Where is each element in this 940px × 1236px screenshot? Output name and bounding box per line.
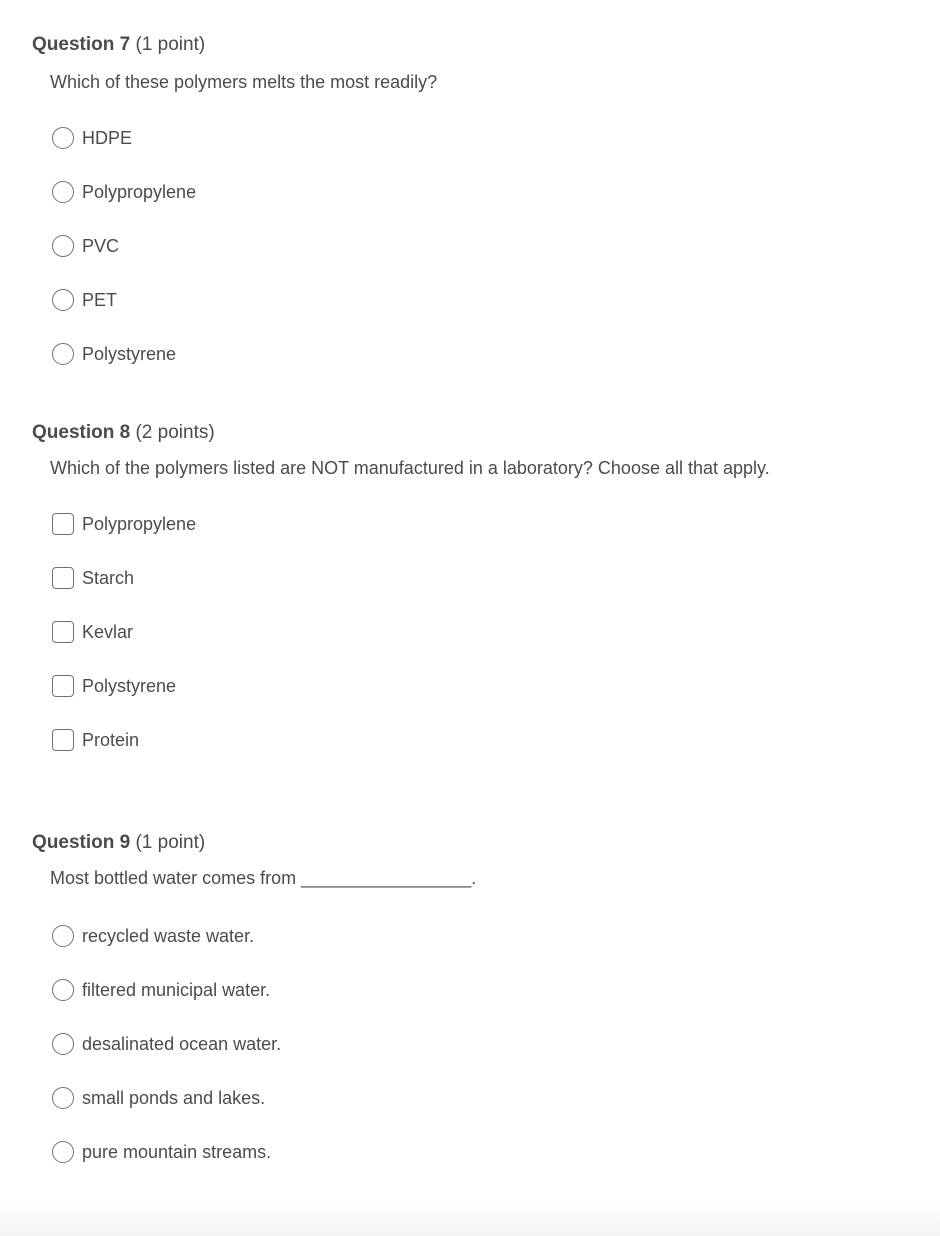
- question-header: [32, 421, 812, 445]
- bottom-edge-shadow: [0, 1196, 940, 1236]
- checkbox[interactable]: [52, 675, 74, 697]
- answer-option[interactable]: [52, 327, 812, 381]
- answer-option[interactable]: [52, 219, 812, 273]
- radio-button[interactable]: [52, 181, 74, 203]
- answer-options: [52, 111, 812, 381]
- radio-button[interactable]: [52, 925, 74, 947]
- question-header: [32, 831, 812, 855]
- option-label: Polystyrene: [82, 675, 177, 696]
- answer-option[interactable]: [52, 659, 812, 713]
- answer-option[interactable]: [52, 963, 812, 1017]
- radio-button[interactable]: [52, 127, 74, 149]
- radio-button[interactable]: [52, 235, 74, 257]
- option-label: filtered municipal water.: [82, 979, 271, 1000]
- option-label: PVC: [82, 235, 120, 256]
- answer-option[interactable]: [52, 909, 812, 963]
- checkbox[interactable]: [52, 729, 74, 751]
- option-label: HDPE: [82, 127, 133, 148]
- question-number: Question 8: [32, 422, 131, 443]
- option-label: pure mountain streams.: [82, 1141, 272, 1162]
- option-label: small ponds and lakes.: [82, 1087, 266, 1108]
- answer-options: [52, 497, 812, 767]
- answer-option[interactable]: [52, 111, 812, 165]
- radio-button[interactable]: [52, 1087, 74, 1109]
- radio-button[interactable]: [52, 343, 74, 365]
- answer-option[interactable]: [52, 497, 812, 551]
- answer-option[interactable]: [52, 273, 812, 327]
- radio-button[interactable]: [52, 1033, 74, 1055]
- question-number: Question 9: [32, 832, 131, 853]
- option-label: desalinated ocean water.: [82, 1033, 282, 1054]
- answer-option[interactable]: [52, 1071, 812, 1125]
- question-header: [32, 33, 812, 57]
- question-prompt: Which of the polymers listed are NOT manufactured in a laboratory? Choose all that apply.: [50, 458, 770, 478]
- option-label: PET: [82, 289, 118, 310]
- question-points: (1 point): [135, 34, 206, 55]
- question-points: (2 points): [135, 422, 215, 443]
- question-number: Question 7: [32, 34, 131, 55]
- option-label: Polystyrene: [82, 343, 177, 364]
- answer-options: [52, 909, 812, 1179]
- option-label: recycled waste water.: [82, 925, 255, 946]
- checkbox[interactable]: [52, 621, 74, 643]
- answer-option[interactable]: [52, 1017, 812, 1071]
- question-prompt: Most bottled water comes from _________________.: [50, 868, 477, 888]
- question-7: [32, 33, 812, 381]
- answer-option[interactable]: [52, 713, 812, 767]
- option-label: Polypropylene: [82, 513, 197, 534]
- question-9: [32, 831, 812, 1179]
- radio-button[interactable]: [52, 289, 74, 311]
- checkbox[interactable]: [52, 567, 74, 589]
- answer-option[interactable]: [52, 1125, 812, 1179]
- answer-option[interactable]: [52, 551, 812, 605]
- question-points: (1 point): [135, 832, 206, 853]
- option-label: Polypropylene: [82, 181, 197, 202]
- option-label: Starch: [82, 567, 135, 588]
- question-8: [32, 421, 812, 767]
- checkbox[interactable]: [52, 513, 74, 535]
- radio-button[interactable]: [52, 1141, 74, 1163]
- radio-button[interactable]: [52, 979, 74, 1001]
- option-label: Kevlar: [82, 621, 134, 642]
- option-label: Protein: [82, 729, 140, 750]
- question-prompt: Which of these polymers melts the most readily?: [50, 72, 438, 92]
- answer-option[interactable]: [52, 165, 812, 219]
- answer-option[interactable]: [52, 605, 812, 659]
